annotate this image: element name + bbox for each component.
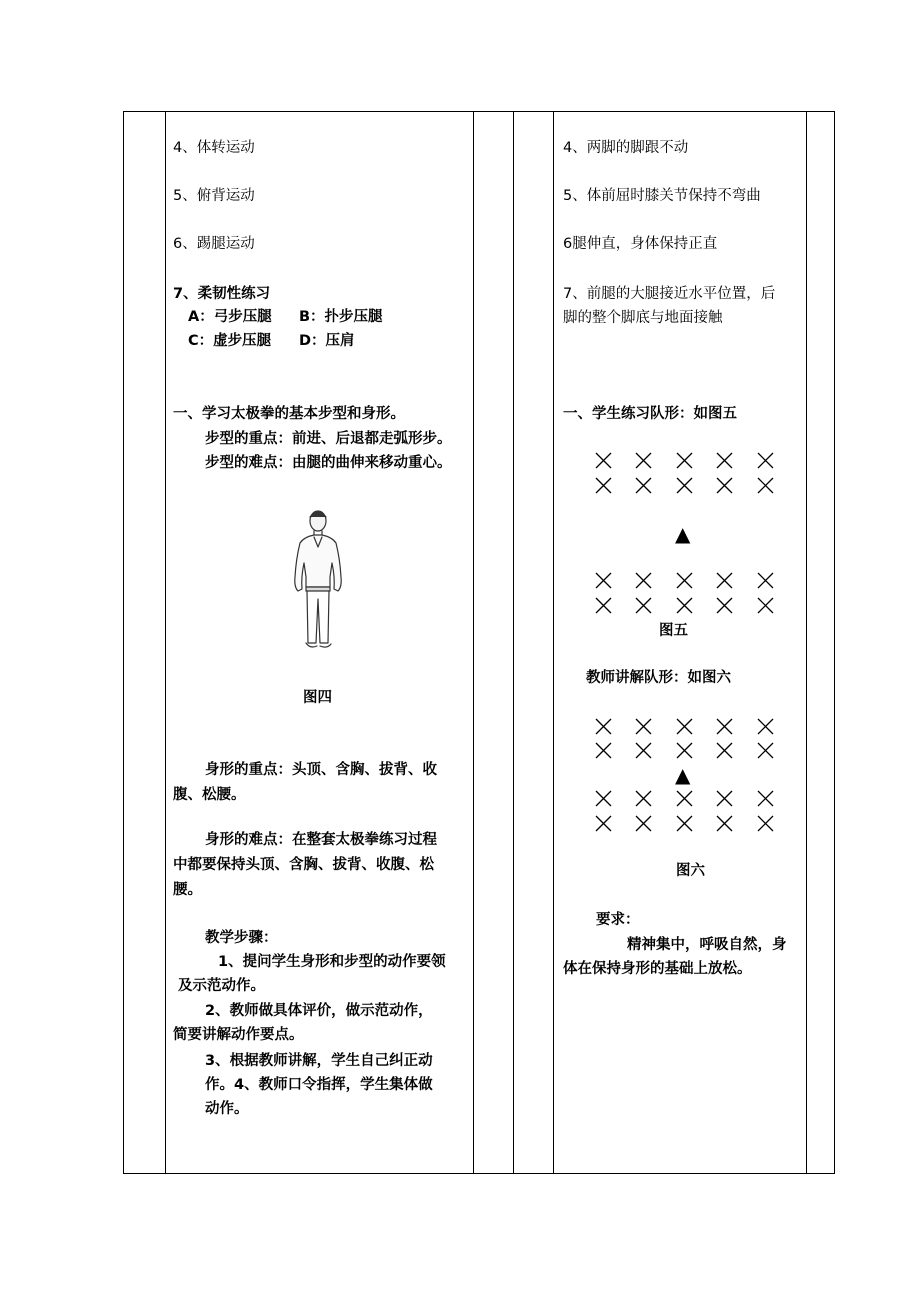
teaching-steps-title: 教学步骤： <box>205 930 278 946</box>
teaching-step: 2、教师做具体评价，做示范动作， <box>205 1003 433 1019</box>
exercise-item: 5、俯背运动 <box>173 188 255 204</box>
body-key-point: 身形的重点：头顶、含胸、拔背、收 <box>205 762 437 778</box>
requirement-item: 6腿伸直，身体保持正直 <box>563 236 718 252</box>
student-position-icon <box>635 718 652 735</box>
teaching-step: 1、提问学生身形和步型的动作要领 <box>218 954 446 970</box>
student-position-icon <box>635 572 652 589</box>
student-position-icon <box>757 742 774 759</box>
teaching-step-cont: 作。4、教师口令指挥，学生集体做 <box>205 1077 433 1093</box>
teaching-step-cont: 动作。 <box>205 1101 249 1117</box>
student-position-icon <box>716 572 733 589</box>
student-position-icon <box>757 477 774 494</box>
teacher-position-icon: ▲ <box>675 522 691 546</box>
exercise-item: 4、体转运动 <box>173 140 255 156</box>
requirements-text-cont: 体在保持身形的基础上放松。 <box>563 961 752 977</box>
figure-6-caption: 图六 <box>676 863 705 879</box>
flexibility-option: D：压肩 <box>299 333 355 349</box>
standing-person-figure <box>286 507 350 653</box>
requirement-item: 7、前腿的大腿接近水平位置，后 <box>563 286 776 302</box>
student-position-icon <box>676 815 693 832</box>
requirements-text: 精神集中，呼吸自然，身 <box>627 937 787 953</box>
requirement-item: 5、体前屈时膝关节保持不弯曲 <box>563 188 761 204</box>
student-position-icon <box>716 477 733 494</box>
student-position-icon <box>595 718 612 735</box>
student-position-icon <box>595 742 612 759</box>
column-divider <box>806 112 807 1173</box>
flexibility-option: A：弓步压腿 <box>188 309 272 325</box>
formation-title: 一、学生练习队形：如图五 <box>563 406 737 422</box>
teaching-step: 3、根据教师讲解，学生自己纠正动 <box>205 1053 433 1069</box>
flexibility-title: 7、柔韧性练习 <box>173 286 271 302</box>
student-position-icon <box>595 597 612 614</box>
student-position-icon <box>676 597 693 614</box>
student-position-icon <box>595 815 612 832</box>
teaching-step-cont: 及示范动作。 <box>178 978 265 994</box>
student-position-icon <box>676 742 693 759</box>
student-position-icon <box>716 790 733 807</box>
student-position-icon <box>635 597 652 614</box>
student-position-icon <box>595 572 612 589</box>
exercise-item: 6、踢腿运动 <box>173 236 255 252</box>
student-position-icon <box>676 790 693 807</box>
student-position-icon <box>595 452 612 469</box>
requirements-title: 要求： <box>596 912 640 928</box>
student-position-icon <box>595 477 612 494</box>
student-position-icon <box>716 742 733 759</box>
body-difficulty-cont: 腰。 <box>173 882 202 898</box>
student-position-icon <box>757 597 774 614</box>
column-divider <box>165 112 166 1173</box>
student-position-icon <box>757 790 774 807</box>
step-key-point: 步型的重点：前进、后退都走弧形步。 <box>205 431 452 447</box>
body-key-point-cont: 腹、松腰。 <box>173 787 246 803</box>
student-position-icon <box>676 572 693 589</box>
student-position-icon <box>757 572 774 589</box>
flexibility-option: C：虚步压腿 <box>188 333 272 349</box>
student-position-icon <box>635 452 652 469</box>
student-position-icon <box>676 452 693 469</box>
body-difficulty: 身形的难点：在整套太极拳练习过程 <box>205 832 437 848</box>
student-position-icon <box>595 790 612 807</box>
student-position-icon <box>716 718 733 735</box>
column-divider <box>513 112 514 1173</box>
student-position-icon <box>716 597 733 614</box>
student-position-icon <box>635 790 652 807</box>
section-title: 一、学习太极拳的基本步型和身形。 <box>173 406 405 422</box>
step-difficulty: 步型的难点：由腿的曲伸来移动重心。 <box>205 455 452 471</box>
student-position-icon <box>757 718 774 735</box>
column-divider <box>473 112 474 1173</box>
student-position-icon <box>716 452 733 469</box>
student-position-icon <box>757 815 774 832</box>
flexibility-option: B：扑步压腿 <box>299 309 383 325</box>
student-position-icon <box>676 718 693 735</box>
figure-5-caption: 图五 <box>659 623 688 639</box>
figure-4-caption: 图四 <box>303 690 332 706</box>
student-position-icon <box>635 477 652 494</box>
student-position-icon <box>635 815 652 832</box>
teacher-formation-title: 教师讲解队形：如图六 <box>586 670 731 686</box>
student-position-icon <box>757 452 774 469</box>
body-difficulty-cont: 中都要保持头顶、含胸、拔背、收腹、松 <box>173 857 434 873</box>
teacher-position-icon: ▲ <box>675 763 691 787</box>
student-position-icon <box>676 477 693 494</box>
student-position-icon <box>716 815 733 832</box>
requirement-item-cont: 脚的整个脚底与地面接触 <box>563 310 723 326</box>
column-divider <box>553 112 554 1173</box>
requirement-item: 4、两脚的脚跟不动 <box>563 140 689 156</box>
teaching-step-cont: 简要讲解动作要点。 <box>173 1027 304 1043</box>
student-position-icon <box>635 742 652 759</box>
